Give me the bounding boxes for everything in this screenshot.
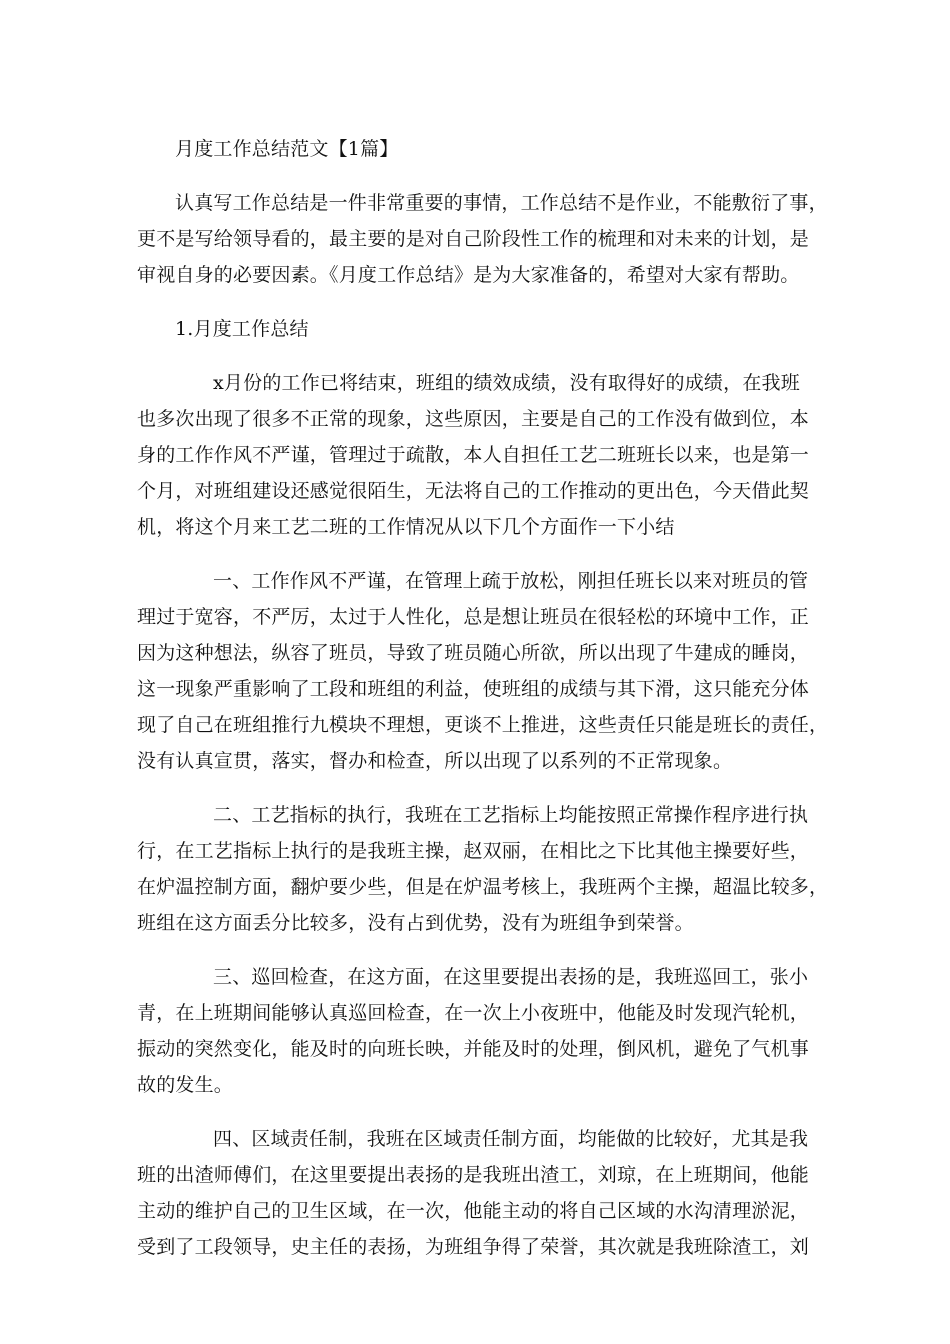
text-line: 受到了工段领导，史主任的表扬，为班组争得了荣誉，其次就是我班除渣工，刘 (137, 1236, 810, 1258)
text-line: 青，在上班期间能够认真巡回检查，在一次上小夜班中，他能及时发现汽轮机， (137, 1002, 810, 1024)
text-line: 在炉温控制方面，翻炉要少些，但是在炉温考核上，我班两个主操，超温比较多， (137, 876, 829, 898)
text-line: 二、工艺指标的执行，我班在工艺指标上均能按照正常操作程序进行执 (213, 804, 809, 826)
text-line: 现了自己在班组推行九模块不理想，更谈不上推进，这些责任只能是班长的责任， (137, 714, 829, 736)
text-line: 四、区域责任制，我班在区域责任制方面，均能做的比较好，尤其是我 (213, 1128, 809, 1150)
text-line: 认真写工作总结是一件非常重要的事情，工作总结不是作业，不能敷衍了事， (175, 192, 828, 214)
text-line: 振动的突然变化，能及时的向班长映，并能及时的处理，倒风机，避免了气机事 (137, 1038, 810, 1060)
text-line: 主动的维护自己的卫生区域，在一次，他能主动的将自己区域的水沟清理淤泥， (137, 1200, 810, 1222)
text-line: 故的发生。 (137, 1074, 234, 1096)
text-line: x月份的工作已将结束，班组的绩效成绩，没有取得好的成绩，在我班 (213, 372, 800, 394)
document-title: 月度工作总结范文【1篇】 (175, 138, 399, 160)
text-line: 也多次出现了很多不正常的现象，这些原因，主要是自己的工作没有做到位，本 (137, 408, 810, 430)
text-line: 个月，对班组建设还感觉很陌生，无法将自己的工作推动的更出色，今天借此契 (137, 480, 810, 502)
text-line: 一、工作作风不严谨，在管理上疏于放松，刚担任班长以来对班员的管 (213, 570, 809, 592)
text-line: 更不是写给领导看的，最主要的是对自己阶段性工作的梳理和对未来的计划，是 (137, 228, 810, 250)
text-line: 这一现象严重影响了工段和班组的利益，使班组的成绩与其下滑，这只能充分体 (137, 678, 810, 700)
text-line: 理过于宽容，不严厉，太过于人性化，总是想让班员在很轻松的环境中工作，正 (137, 606, 810, 628)
text-line: 班的出渣师傅们，在这里要提出表扬的是我班出渣工，刘琼，在上班期间，他能 (137, 1164, 810, 1186)
text-line: 三、巡回检查，在这方面，在这里要提出表扬的是，我班巡回工，张小 (213, 966, 809, 988)
text-line: 没有认真宣贯，落实，督办和检查，所以出现了以系列的不正常现象。 (137, 750, 733, 772)
section-heading: 1.月度工作总结 (175, 318, 309, 340)
text-line: 行，在工艺指标上执行的是我班主操，赵双丽，在相比之下比其他主操要好些， (137, 840, 810, 862)
text-line: 身的工作作风不严谨，管理过于疏散，本人自担任工艺二班班长以来，也是第一 (137, 444, 810, 466)
text-line: 因为这种想法，纵容了班员，导致了班员随心所欲，所以出现了牛建成的睡岗， (137, 642, 810, 664)
text-line: 审视自身的必要因素。《月度工作总结》是为大家准备的，希望对大家有帮助。 (137, 264, 800, 286)
text-line: 机，将这个月来工艺二班的工作情况从以下几个方面作一下小结 (137, 516, 675, 538)
text-line: 班组在这方面丢分比较多，没有占到优势，没有为班组争到荣誉。 (137, 912, 694, 934)
